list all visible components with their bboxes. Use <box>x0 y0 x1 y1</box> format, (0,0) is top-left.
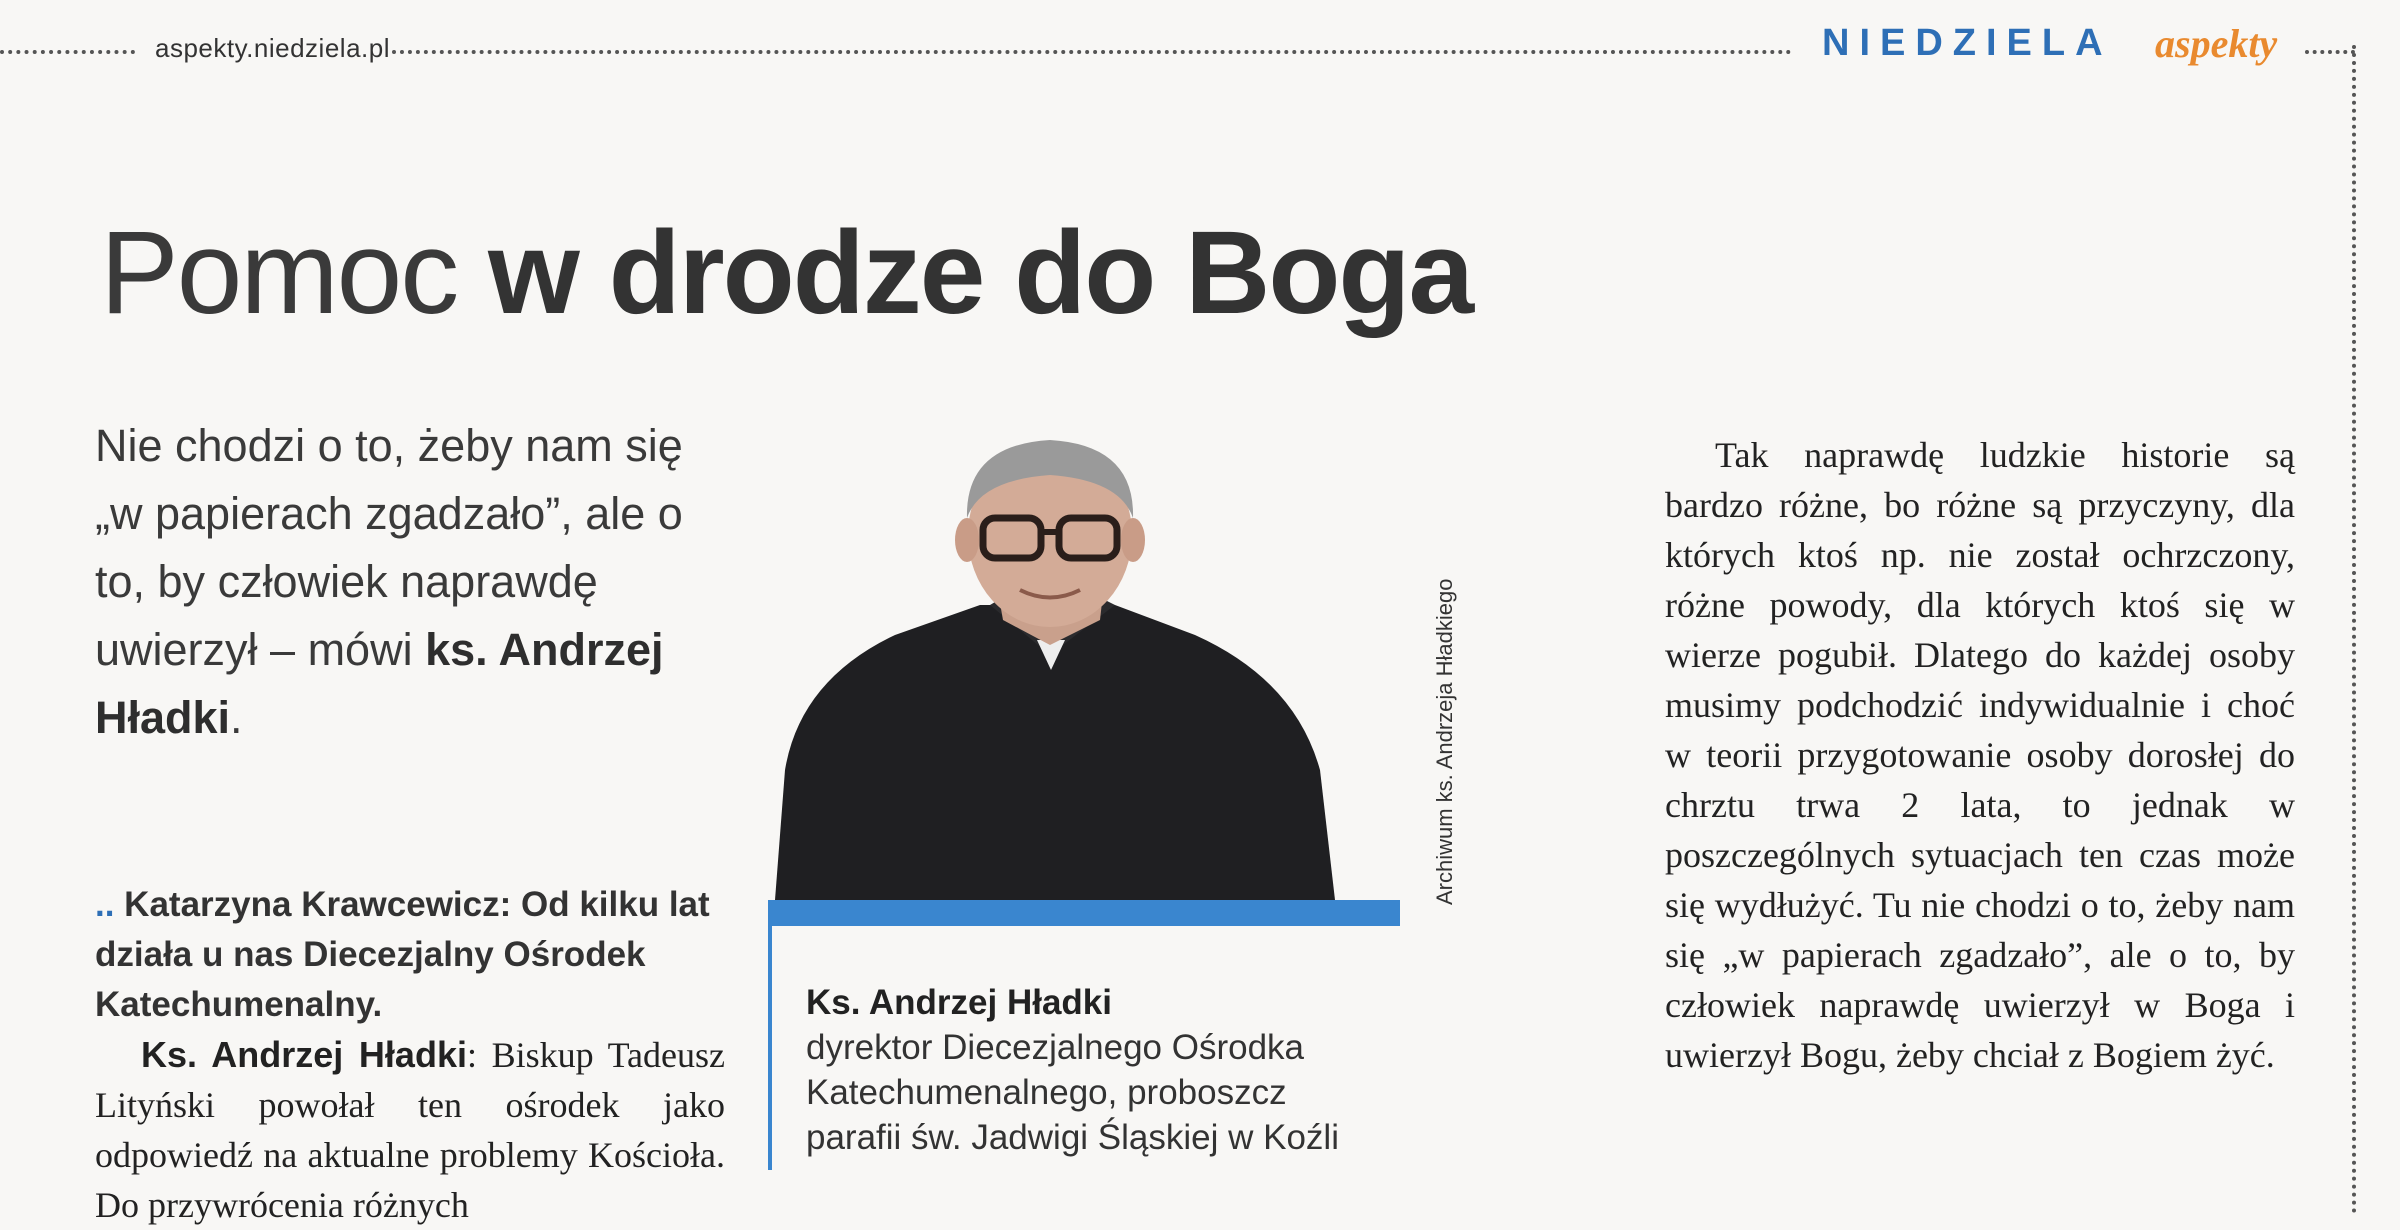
article-right-column: Tak naprawdę ludzkie historie są bardzo różne, bo różne są przyczyny, dla których ktoś np. nie został ochrzczony, różne powody, dla których ktoś się w wierze pogubił. Dlatego do każdej osoby musimy podchodzić indywidualnie i choć w teorii przygotowanie osoby dorosłej do chrztu trwa 2 lata, to jednak w poszczególnych sytuacjach ten czas może się wydłużyć. Tu nie chodzi o to, żeby nam się „w papierach zgadzało”, ale o to, by człowiek naprawdę uwierzył w Boga i uwierzył Bogu, żeby chciał z Bogiem żyć. <box>1665 435 2295 1075</box>
answer-speaker: Ks. Andrzej Hładki <box>141 1034 467 1075</box>
brand-name: NIEDZIELA <box>1822 22 2113 64</box>
article-left-column <box>95 880 725 1230</box>
interview-answer <box>95 1030 725 1230</box>
site-url: aspekty.niedziela.pl <box>155 33 390 63</box>
lead-end: . <box>230 692 243 743</box>
interview-question <box>95 880 725 1030</box>
caption-line-1: dyrektor Diecezjalnego Ośrodka <box>806 1028 1305 1067</box>
photo-accent-bar <box>768 900 1400 926</box>
page-dotted-border <box>2352 45 2356 1214</box>
brand-section: aspekty <box>2155 21 2278 66</box>
caption-line-2: Katechumenalnego, proboszcz <box>806 1073 1287 1112</box>
caption-line-3: parafii św. Jadwigi Śląskiej w Koźli <box>806 1118 1339 1157</box>
lead-name: ks. Andrzej Hładki <box>95 624 664 743</box>
headline-bold: w drodze do Boga <box>488 207 1473 339</box>
header-dotted-rule-left <box>0 50 135 54</box>
header-dotted-rule-middle <box>392 50 1792 54</box>
header-dotted-rule-right <box>2305 50 2355 54</box>
question-marker: .. <box>95 885 115 924</box>
photo-credit: Archiwum ks. Andrzeja Hładkiego <box>1432 578 1457 905</box>
caption-name: Ks. Andrzej Hładki <box>806 983 1112 1022</box>
headline <box>100 205 1472 341</box>
photo-caption <box>806 980 1406 1160</box>
answer-text: : Biskup Tadeusz Lityński powołał ten ośrodek jako odpowiedź na aktualne problemy Kościoła. Do przywrócenia różnych <box>95 1035 725 1225</box>
question-text: Katarzyna Krawcewicz: Od kilku lat działa u nas Diecezjalny Ośrodek Katechumenalny. <box>95 885 710 1024</box>
headline-light: Pomoc <box>100 207 489 339</box>
portrait-photo <box>775 440 1335 900</box>
lead-paragraph <box>95 412 735 752</box>
lead-text: Nie chodzi o to, żeby nam się „w papierach zgadzało”, ale o to, by człowiek naprawdę uwierzył – mówi <box>95 420 683 675</box>
caption-accent-line <box>768 910 772 1170</box>
